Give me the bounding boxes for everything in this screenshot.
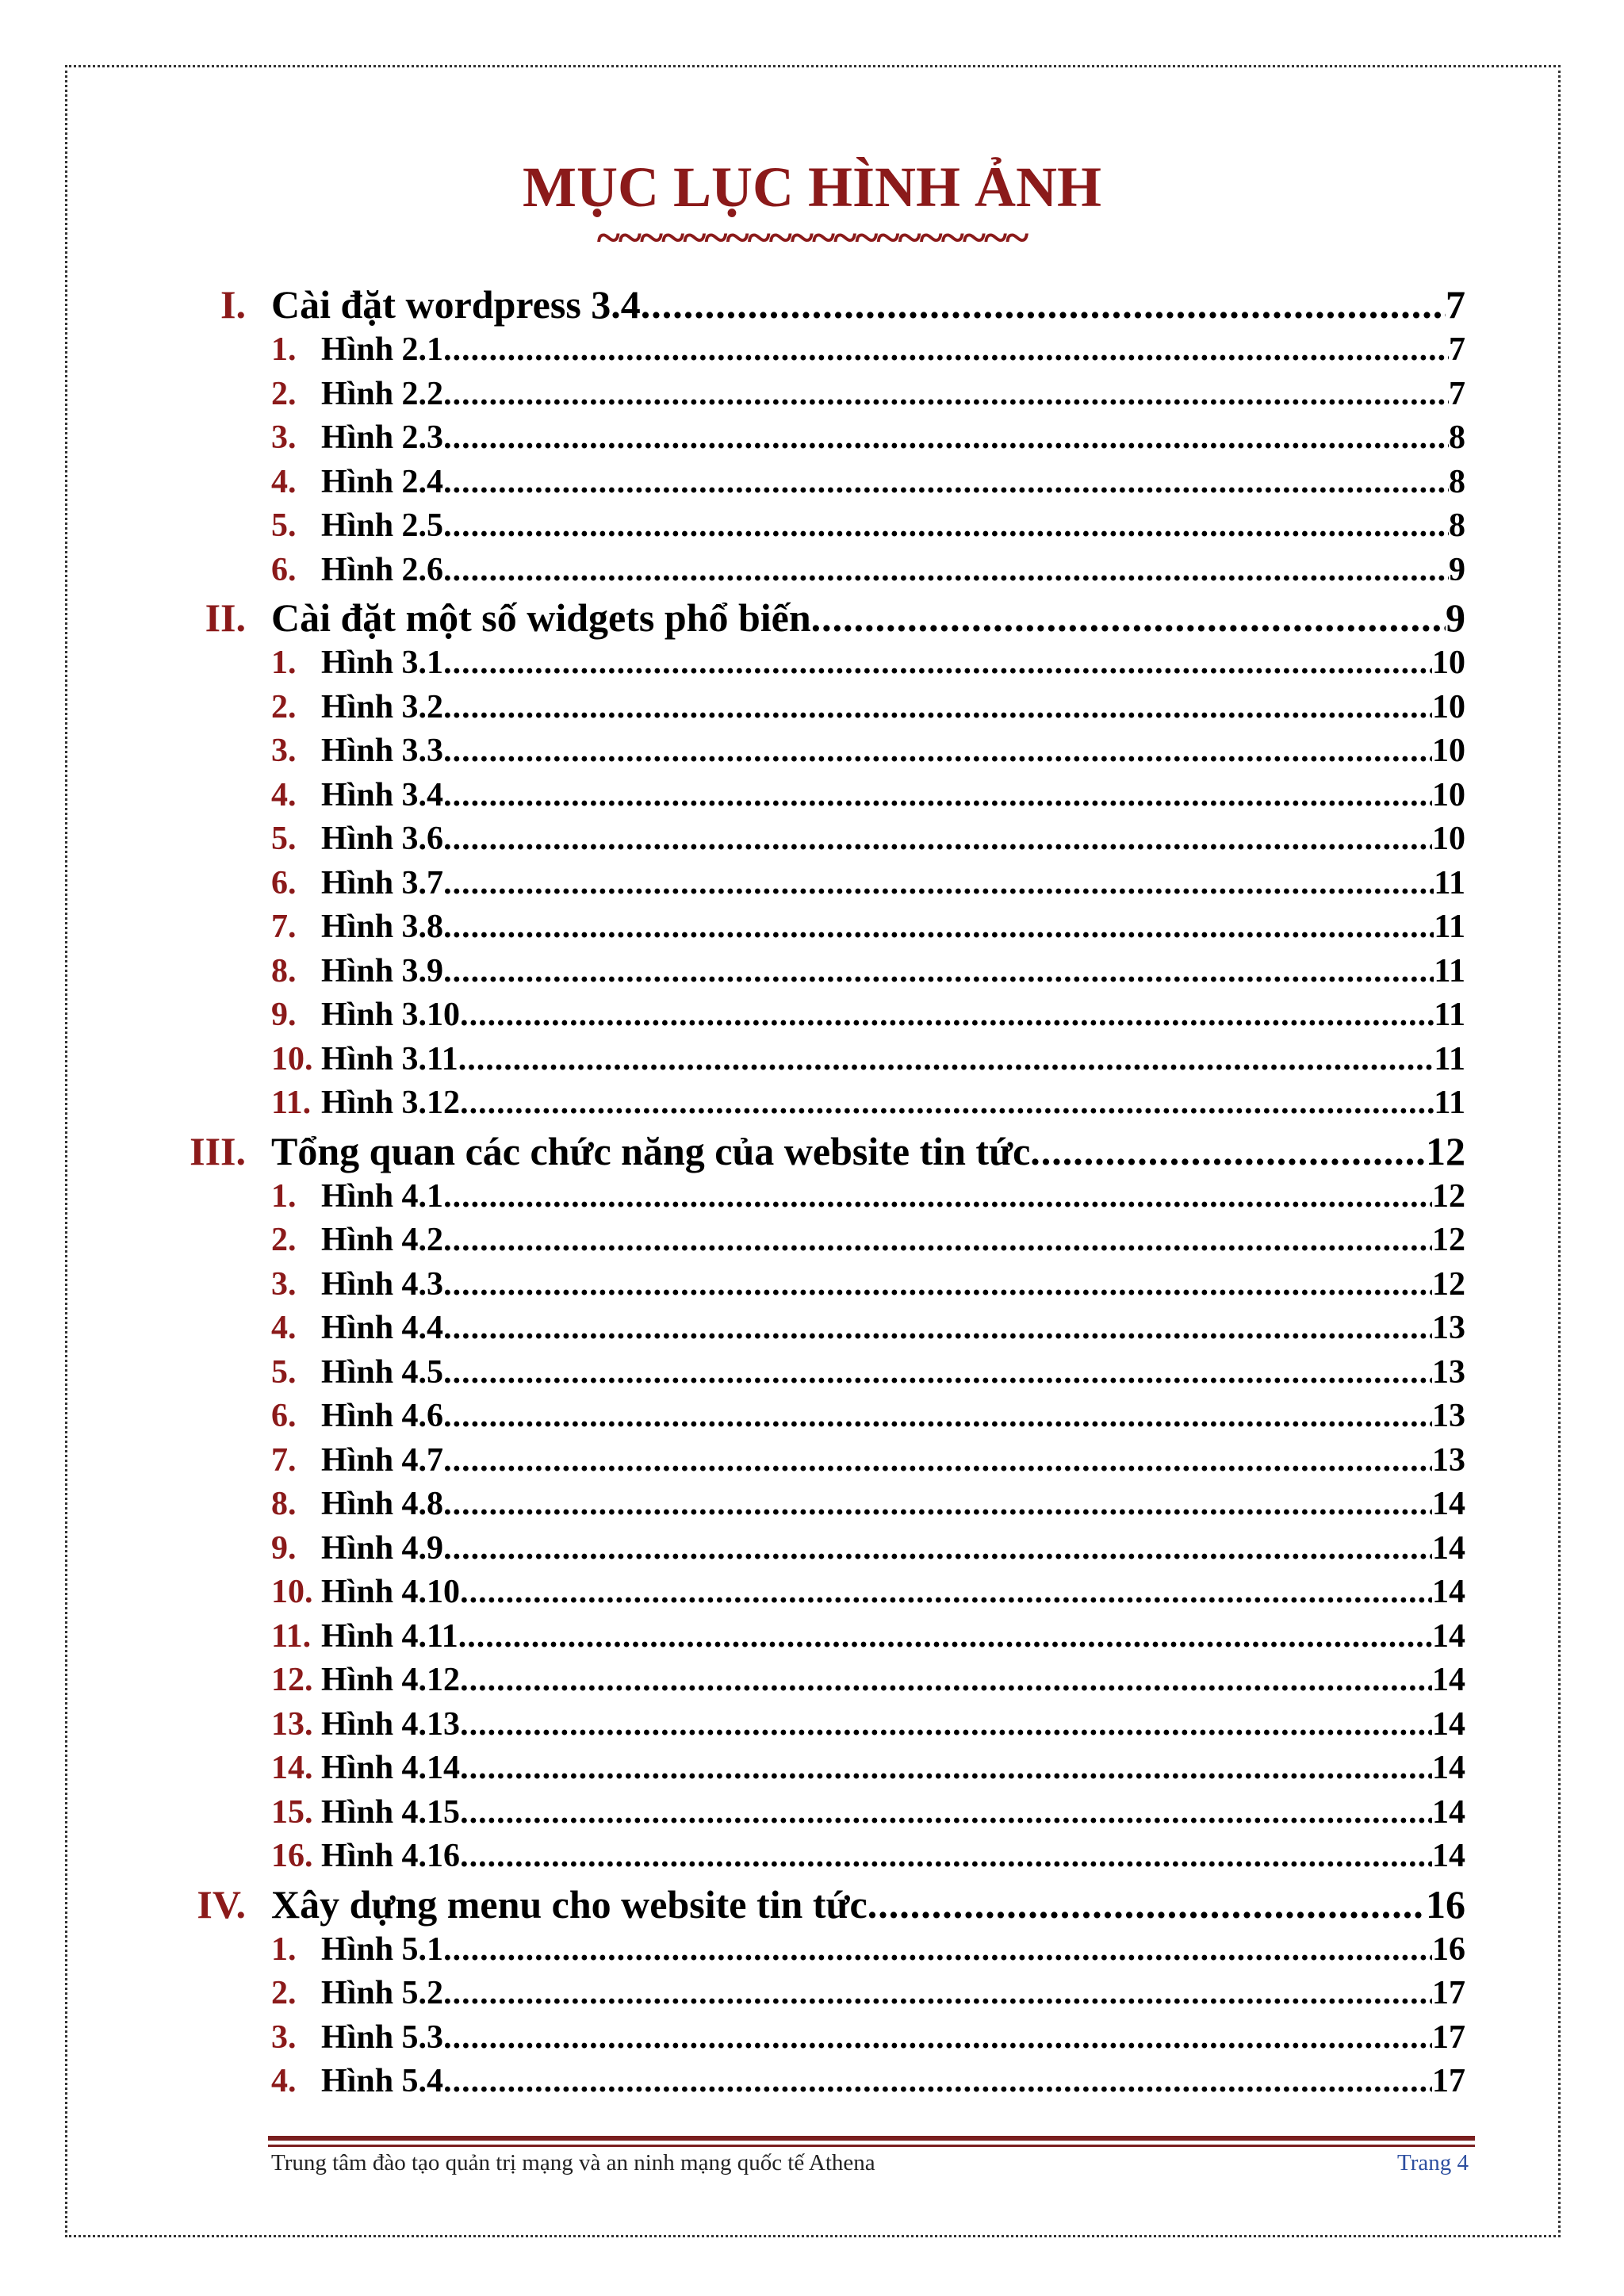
toc-page-number: 7: [1446, 282, 1465, 327]
toc-page-number: 13: [1432, 1353, 1465, 1391]
toc-label: Hình 4.12: [321, 1662, 461, 1698]
toc-number: III.: [190, 1128, 246, 1173]
toc-leader-dots: [443, 1397, 1432, 1435]
table-of-figures: [0, 281, 1624, 2107]
toc-page-number: 13: [1432, 1441, 1465, 1479]
toc-number: 4.: [271, 1310, 297, 1346]
page-title: MỤC LỤC HÌNH ẢNH: [523, 155, 1101, 219]
toc-label: Hình 3.7: [321, 864, 444, 901]
toc-label: Hình 4.8: [321, 1486, 444, 1522]
toc-page-number: 11: [1434, 997, 1465, 1033]
toc-number: 16.: [271, 1838, 313, 1874]
toc-number: 4.: [271, 463, 297, 500]
toc-item-row[interactable]: [0, 1931, 1624, 1975]
toc-page-number: 11: [1434, 952, 1465, 989]
toc-label: Xây dựng menu cho website tin tức: [271, 1881, 868, 1927]
toc-item-row[interactable]: [0, 908, 1624, 952]
toc-label: Hình 5.1: [321, 1931, 444, 1968]
toc-number: 6.: [271, 864, 297, 901]
toc-number: 11.: [271, 1085, 312, 1121]
toc-label: Hình 4.1: [321, 1177, 444, 1215]
toc-number: 8.: [271, 1486, 297, 1522]
toc-leader-dots: [443, 551, 1449, 589]
toc-number: 6.: [271, 551, 297, 588]
toc-number: 9.: [271, 1529, 297, 1567]
toc-leader-dots: [443, 1353, 1432, 1391]
toc-leader-dots: [443, 1177, 1432, 1215]
toc-page-number: 12: [1432, 1265, 1465, 1303]
toc-item-row[interactable]: [0, 732, 1624, 776]
toc-page-number: 14: [1432, 1617, 1465, 1655]
toc-label: Hình 3.2: [321, 688, 444, 725]
toc-label: Hình 4.9: [321, 1529, 444, 1567]
toc-number: 4.: [271, 776, 297, 813]
toc-item-row[interactable]: [0, 1661, 1624, 1705]
toc-page-number: 12: [1426, 1128, 1465, 1173]
toc-page-number: 10: [1432, 733, 1465, 769]
toc-section-row[interactable]: [0, 281, 1624, 331]
toc-number: 7.: [271, 1441, 297, 1479]
toc-item-row[interactable]: [0, 820, 1624, 864]
toc-number: 5.: [271, 821, 297, 857]
toc-item-row[interactable]: [0, 2062, 1624, 2107]
toc-number: 6.: [271, 1398, 297, 1434]
toc-label: Hình 4.10: [321, 1574, 461, 1610]
toc-leader-dots: [443, 463, 1449, 501]
toc-number: 2.: [271, 1975, 297, 2011]
toc-item-row[interactable]: [0, 1040, 1624, 1085]
toc-page-number: 9: [1449, 551, 1465, 588]
toc-item-row[interactable]: [0, 1353, 1624, 1398]
toc-number: 15.: [271, 1793, 313, 1831]
toc-leader-dots: [460, 1793, 1432, 1831]
toc-page-number: 12: [1432, 1222, 1465, 1258]
toc-leader-dots: [443, 908, 1434, 946]
toc-number: 7.: [271, 909, 297, 945]
toc-label: Tổng quan các chức năng của website tin tức: [271, 1128, 1031, 1173]
toc-page-number: 9: [1446, 595, 1465, 640]
toc-number: 10.: [271, 1040, 313, 1077]
toc-leader-dots: [460, 996, 1434, 1034]
toc-leader-dots: [458, 1040, 1434, 1078]
toc-leader-dots: [443, 688, 1432, 726]
toc-leader-dots: [460, 1084, 1434, 1122]
toc-number: 1.: [271, 645, 297, 681]
toc-label: Hình 4.6: [321, 1398, 444, 1434]
toc-number: 14.: [271, 1750, 313, 1786]
toc-item-row[interactable]: [0, 864, 1624, 909]
toc-number: 3.: [271, 2019, 297, 2056]
toc-number: 3.: [271, 733, 297, 769]
toc-item-row[interactable]: [0, 688, 1624, 733]
toc-leader-dots: [443, 419, 1449, 457]
toc-page-number: 17: [1432, 2019, 1465, 2056]
toc-item-row[interactable]: [0, 551, 1624, 595]
toc-label: Hình 3.12: [321, 1085, 461, 1121]
toc-page-number: 11: [1434, 1085, 1465, 1121]
toc-leader-dots: [458, 1617, 1432, 1655]
toc-page-number: 10: [1432, 776, 1465, 813]
toc-label: Hình 2.5: [321, 507, 444, 544]
toc-leader-dots: [1030, 1128, 1426, 1174]
toc-leader-dots: [443, 1309, 1432, 1347]
toc-label: Hình 3.6: [321, 821, 444, 857]
toc-leader-dots: [443, 2062, 1432, 2100]
toc-item-row[interactable]: [0, 1397, 1624, 1441]
toc-page-number: 10: [1432, 645, 1465, 681]
toc-number: 2.: [271, 1222, 297, 1258]
toc-label: Hình 3.11: [321, 1040, 458, 1077]
toc-item-row[interactable]: [0, 375, 1624, 419]
toc-number: II.: [205, 595, 246, 640]
toc-label: Hình 4.11: [321, 1617, 458, 1655]
toc-label: Hình 4.4: [321, 1310, 444, 1346]
toc-label: Hình 4.15: [321, 1793, 461, 1831]
toc-label: Hình 5.3: [321, 2019, 444, 2056]
toc-leader-dots: [460, 1749, 1432, 1787]
toc-page-number: 13: [1432, 1398, 1465, 1434]
toc-number: 8.: [271, 952, 297, 989]
toc-leader-dots: [443, 952, 1434, 990]
toc-leader-dots: [443, 331, 1449, 369]
toc-section-row[interactable]: [0, 1128, 1624, 1177]
toc-item-row[interactable]: [0, 1974, 1624, 2019]
toc-leader-dots: [443, 820, 1432, 858]
toc-label: Hình 4.2: [321, 1222, 444, 1258]
toc-leader-dots: [443, 1265, 1432, 1303]
toc-label: Hình 4.13: [321, 1705, 461, 1743]
toc-item-row[interactable]: [0, 2019, 1624, 2063]
toc-leader-dots: [641, 281, 1446, 327]
toc-page-number: 16: [1426, 1881, 1465, 1927]
toc-item-row[interactable]: [0, 1573, 1624, 1617]
toc-item-row[interactable]: [0, 331, 1624, 375]
toc-item-row[interactable]: [0, 1309, 1624, 1353]
toc-item-row[interactable]: [0, 1749, 1624, 1793]
toc-label: Hình 3.4: [321, 776, 444, 813]
toc-leader-dots: [443, 1221, 1432, 1259]
toc-number: 12.: [271, 1662, 313, 1698]
toc-label: Hình 3.10: [321, 997, 461, 1033]
toc-leader-dots: [443, 1529, 1432, 1567]
toc-label: Hình 2.6: [321, 551, 444, 588]
toc-section-row[interactable]: [0, 595, 1624, 644]
toc-page-number: 13: [1432, 1310, 1465, 1346]
toc-page-number: 14: [1432, 1838, 1465, 1874]
toc-page-number: 12: [1432, 1177, 1465, 1215]
toc-leader-dots: [443, 864, 1434, 902]
toc-section-row[interactable]: [0, 1881, 1624, 1931]
toc-page-number: 10: [1432, 821, 1465, 857]
toc-item-row[interactable]: [0, 1837, 1624, 1881]
toc-leader-dots: [868, 1881, 1426, 1927]
toc-item-row[interactable]: [0, 1529, 1624, 1574]
toc-label: Hình 4.5: [321, 1353, 444, 1391]
toc-item-row[interactable]: [0, 1084, 1624, 1128]
toc-page-number: 16: [1432, 1931, 1465, 1968]
toc-label: Hình 4.3: [321, 1265, 444, 1303]
toc-number: 3.: [271, 419, 297, 456]
toc-label: Hình 3.3: [321, 733, 444, 769]
toc-number: IV.: [197, 1881, 246, 1927]
toc-item-row[interactable]: [0, 1793, 1624, 1838]
toc-leader-dots: [443, 1441, 1432, 1479]
toc-number: I.: [220, 282, 246, 327]
title-decoration: ~~~~~~~~~~~~~~~~~~~~: [596, 213, 1028, 262]
toc-leader-dots: [443, 1974, 1432, 2012]
toc-item-row[interactable]: [0, 1265, 1624, 1310]
toc-leader-dots: [811, 595, 1446, 641]
toc-number: 2.: [271, 688, 297, 725]
toc-number: 1.: [271, 1177, 297, 1215]
toc-item-row[interactable]: [0, 1441, 1624, 1486]
toc-item-row[interactable]: [0, 463, 1624, 507]
toc-leader-dots: [443, 1931, 1432, 1969]
footer-page-number: Trang 4: [1397, 2150, 1469, 2175]
toc-page-number: 7: [1449, 375, 1465, 412]
toc-item-row[interactable]: [0, 1617, 1624, 1662]
toc-leader-dots: [443, 375, 1449, 413]
toc-item-row[interactable]: [0, 952, 1624, 997]
toc-number: 11.: [271, 1617, 312, 1655]
toc-item-row[interactable]: [0, 1485, 1624, 1529]
toc-leader-dots: [460, 1573, 1432, 1611]
toc-number: 5.: [271, 1353, 297, 1391]
toc-label: Cài đặt wordpress 3.4: [271, 282, 641, 327]
toc-label: Hình 2.2: [321, 375, 444, 412]
toc-item-row[interactable]: [0, 507, 1624, 551]
toc-label: Hình 2.1: [321, 331, 444, 368]
toc-page-number: 11: [1434, 864, 1465, 901]
toc-leader-dots: [443, 644, 1432, 682]
toc-label: Hình 5.2: [321, 1975, 444, 2011]
footer-rule: [268, 2136, 1475, 2147]
toc-page-number: 14: [1432, 1750, 1465, 1786]
toc-item-row[interactable]: [0, 776, 1624, 821]
toc-page-number: 17: [1432, 1975, 1465, 2011]
toc-number: 10.: [271, 1574, 313, 1610]
toc-leader-dots: [460, 1661, 1432, 1699]
toc-item-row[interactable]: [0, 644, 1624, 688]
toc-leader-dots: [460, 1837, 1432, 1875]
toc-leader-dots: [443, 776, 1432, 814]
toc-page-number: 8: [1449, 507, 1465, 544]
toc-page-number: 14: [1432, 1662, 1465, 1698]
toc-number: 13.: [271, 1705, 313, 1743]
toc-item-row[interactable]: [0, 419, 1624, 463]
toc-label: Hình 4.14: [321, 1750, 461, 1786]
toc-label: Hình 4.7: [321, 1441, 444, 1479]
toc-leader-dots: [460, 1705, 1432, 1743]
toc-label: Hình 3.1: [321, 645, 444, 681]
toc-label: Hình 4.16: [321, 1838, 461, 1874]
toc-number: 5.: [271, 507, 297, 544]
toc-label: Hình 2.4: [321, 463, 444, 500]
toc-item-row[interactable]: [0, 1705, 1624, 1750]
toc-page-number: 11: [1434, 1040, 1465, 1077]
toc-label: Hình 3.8: [321, 909, 444, 945]
toc-label: Hình 2.3: [321, 419, 444, 456]
toc-page-number: 11: [1434, 909, 1465, 945]
toc-page-number: 14: [1432, 1486, 1465, 1522]
toc-page-number: 17: [1432, 2063, 1465, 2099]
toc-item-row[interactable]: [0, 1221, 1624, 1265]
toc-page-number: 14: [1432, 1793, 1465, 1831]
toc-page-number: 10: [1432, 688, 1465, 725]
toc-number: 4.: [271, 2063, 297, 2099]
toc-number: 1.: [271, 1931, 297, 1968]
toc-leader-dots: [443, 2019, 1432, 2057]
toc-page-number: 8: [1449, 463, 1465, 500]
toc-page-number: 14: [1432, 1705, 1465, 1743]
toc-page-number: 14: [1432, 1529, 1465, 1567]
toc-page-number: 8: [1449, 419, 1465, 456]
toc-item-row[interactable]: [0, 1177, 1624, 1222]
footer-organization: Trung tâm đào tạo quản trị mạng và an ninh mạng quốc tế Athena: [271, 2150, 875, 2175]
toc-page-number: 7: [1449, 331, 1465, 368]
toc-page-number: 14: [1432, 1574, 1465, 1610]
toc-leader-dots: [443, 732, 1432, 770]
toc-leader-dots: [443, 507, 1449, 545]
toc-label: Cài đặt một số widgets phổ biến: [271, 595, 811, 640]
toc-label: Hình 5.4: [321, 2063, 444, 2099]
toc-number: 9.: [271, 997, 297, 1033]
toc-number: 1.: [271, 331, 297, 368]
toc-number: 2.: [271, 375, 297, 412]
toc-number: 3.: [271, 1265, 297, 1303]
toc-item-row[interactable]: [0, 996, 1624, 1040]
toc-leader-dots: [443, 1485, 1432, 1523]
toc-label: Hình 3.9: [321, 952, 444, 989]
